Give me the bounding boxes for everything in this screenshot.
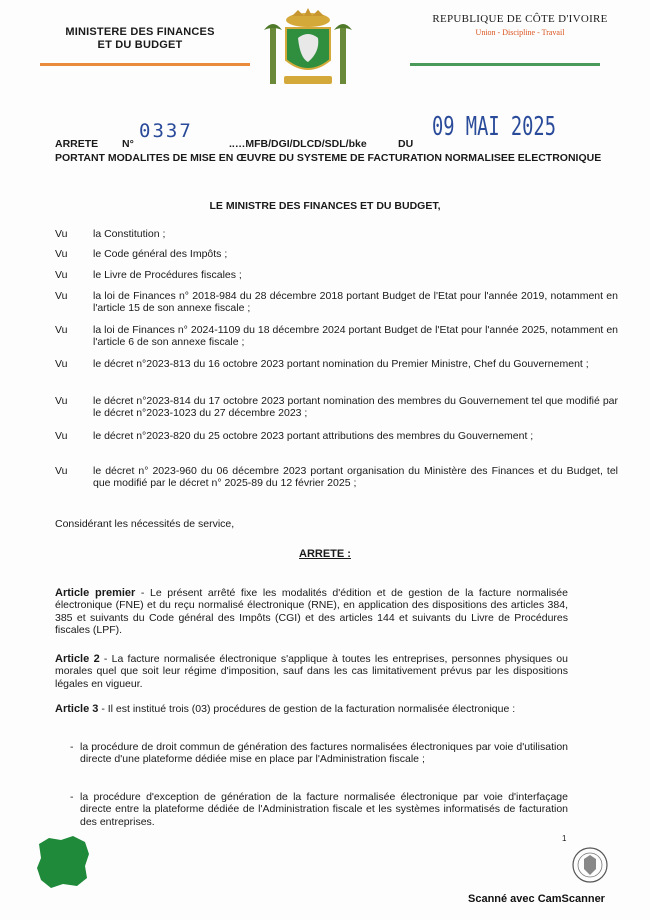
visa-text: la Constitution ;: [93, 228, 166, 240]
arrete-date: 09 MAI 2025: [432, 112, 556, 142]
visa-text: le décret n°2023-813 du 16 octobre 2023 portant nomination du Premier Ministre, Chef du Gouvernement ;: [93, 358, 589, 370]
vu-label: Vu: [55, 228, 68, 240]
visa-text: la loi de Finances n° 2018-984 du 28 décembre 2018 portant Budget de l'Etat pour l'année 2019, notamment en l'article 15 de son annexe fiscale ;: [93, 290, 618, 315]
article-label: Article 2: [55, 653, 100, 665]
republic-header: [430, 13, 610, 37]
visa-text: le décret n° 2023-960 du 06 décembre 2023 portant organisation du Ministère des Finances et du Budget, tel que modifié par le décret n° 2025-89 du 12 février 2025 ;: [93, 465, 618, 490]
visa-text: le Livre de Procédures fiscales ;: [93, 269, 242, 281]
number-label: N°: [122, 138, 134, 150]
vu-label: Vu: [55, 465, 68, 477]
arrete-reference: ..…MFB/DGI/DLCD/SDL/bke: [229, 138, 367, 150]
vu-label: Vu: [55, 358, 68, 370]
arrete-number: 0337: [139, 120, 193, 142]
article-1: [55, 587, 568, 636]
article-label: Article premier: [55, 587, 136, 599]
visa-text: le Code général des Impôts ;: [93, 248, 228, 260]
tricolor-orange: [40, 63, 250, 66]
vu-label: Vu: [55, 269, 68, 281]
arrete-reference-line: [55, 112, 615, 152]
date-label: DU: [398, 138, 414, 150]
article-text: - Il est institué trois (03) procédures de gestion de la facturation normalisée électronique :: [98, 703, 516, 715]
tricolor-green: [410, 63, 600, 66]
procedure-text: la procédure de droit commun de génération des factures normalisées électroniques par voie d'utilisation directe d'une plateforme dédiée mise en place par l'Administration fiscale ;: [80, 741, 568, 766]
camscanner-watermark: Scanné avec CamScanner: [468, 893, 605, 905]
bullet-dash: -: [70, 791, 74, 803]
considerant: Considérant les nécessités de service,: [55, 518, 235, 530]
article-3: [55, 703, 568, 715]
article-2: [55, 653, 568, 690]
article-label: Article 3: [55, 703, 99, 715]
visa-text: le décret n°2023-820 du 25 octobre 2023 portant attributions des membres du Gouvernement ;: [93, 430, 534, 442]
vu-label: Vu: [55, 395, 68, 407]
coat-of-arms-icon: [262, 8, 354, 90]
visa-text: le décret n°2023-814 du 17 octobre 2023 portant nomination des membres du Gouvernement tel que modifié par le décret n°2023-1023 du 27 décembre 2023 ;: [93, 395, 618, 420]
article-text: - La facture normalisée électronique s'applique à toutes les entreprises, personnes physiques ou morales quel que soit leur régime d'imposition, sauf dans les cas limitativement prévus par les dispositions légales en vigueur.: [55, 653, 568, 690]
vu-label: Vu: [55, 430, 68, 442]
arrete-subject: PORTANT MODALITES DE MISE EN ŒUVRE DU SYSTEME DE FACTURATION NORMALISEE ELECTRONIQUE: [55, 152, 602, 164]
ministry-line1: MINISTERE DES FINANCES: [65, 26, 215, 38]
republic-name: REPUBLIQUE DE CÔTE D'IVOIRE: [432, 13, 608, 25]
procedure-text: la procédure d'exception de génération de la facture normalisée électronique par voie d'interfaçage directe entre la plateforme dédiée de l'Administration fiscale et les systèmes informatisés de facturation des entreprises.: [80, 791, 568, 828]
seal-icon: [570, 845, 610, 885]
ministry-line2: ET DU BUDGET: [97, 39, 183, 51]
authority-heading: LE MINISTRE DES FINANCES ET DU BUDGET,: [209, 200, 441, 212]
republic-motto: Union - Discipline - Travail: [475, 28, 565, 37]
procedure-item: [70, 791, 568, 828]
procedure-item: [70, 741, 568, 766]
arrete-label: ARRETE: [55, 138, 99, 150]
article-text: - Le présent arrêté fixe les modalités d'édition et de gestion de la facture normalisée électronique (FNE) et du reçu normalisé électronique (RNE), en application des dispositions des articles 384, 385 et suivants du Code général des Impôts (CGI) et des articles 144 et suivants du Livre de Procédures fiscales (LPF).: [55, 587, 568, 636]
vu-label: Vu: [55, 290, 68, 302]
page-number: 1: [562, 834, 567, 843]
vu-label: Vu: [55, 248, 68, 260]
visa-text: la loi de Finances n° 2024-1109 du 18 décembre 2024 portant Budget de l'Etat pour l'année 2025, notamment en l'article 6 de son annexe fiscale ;: [93, 324, 618, 349]
vu-label: Vu: [55, 324, 68, 336]
arrete-title: ARRETE :: [299, 548, 351, 560]
ministry-header: [55, 26, 225, 52]
bullet-dash: -: [70, 741, 74, 753]
country-map-icon: [33, 834, 93, 890]
